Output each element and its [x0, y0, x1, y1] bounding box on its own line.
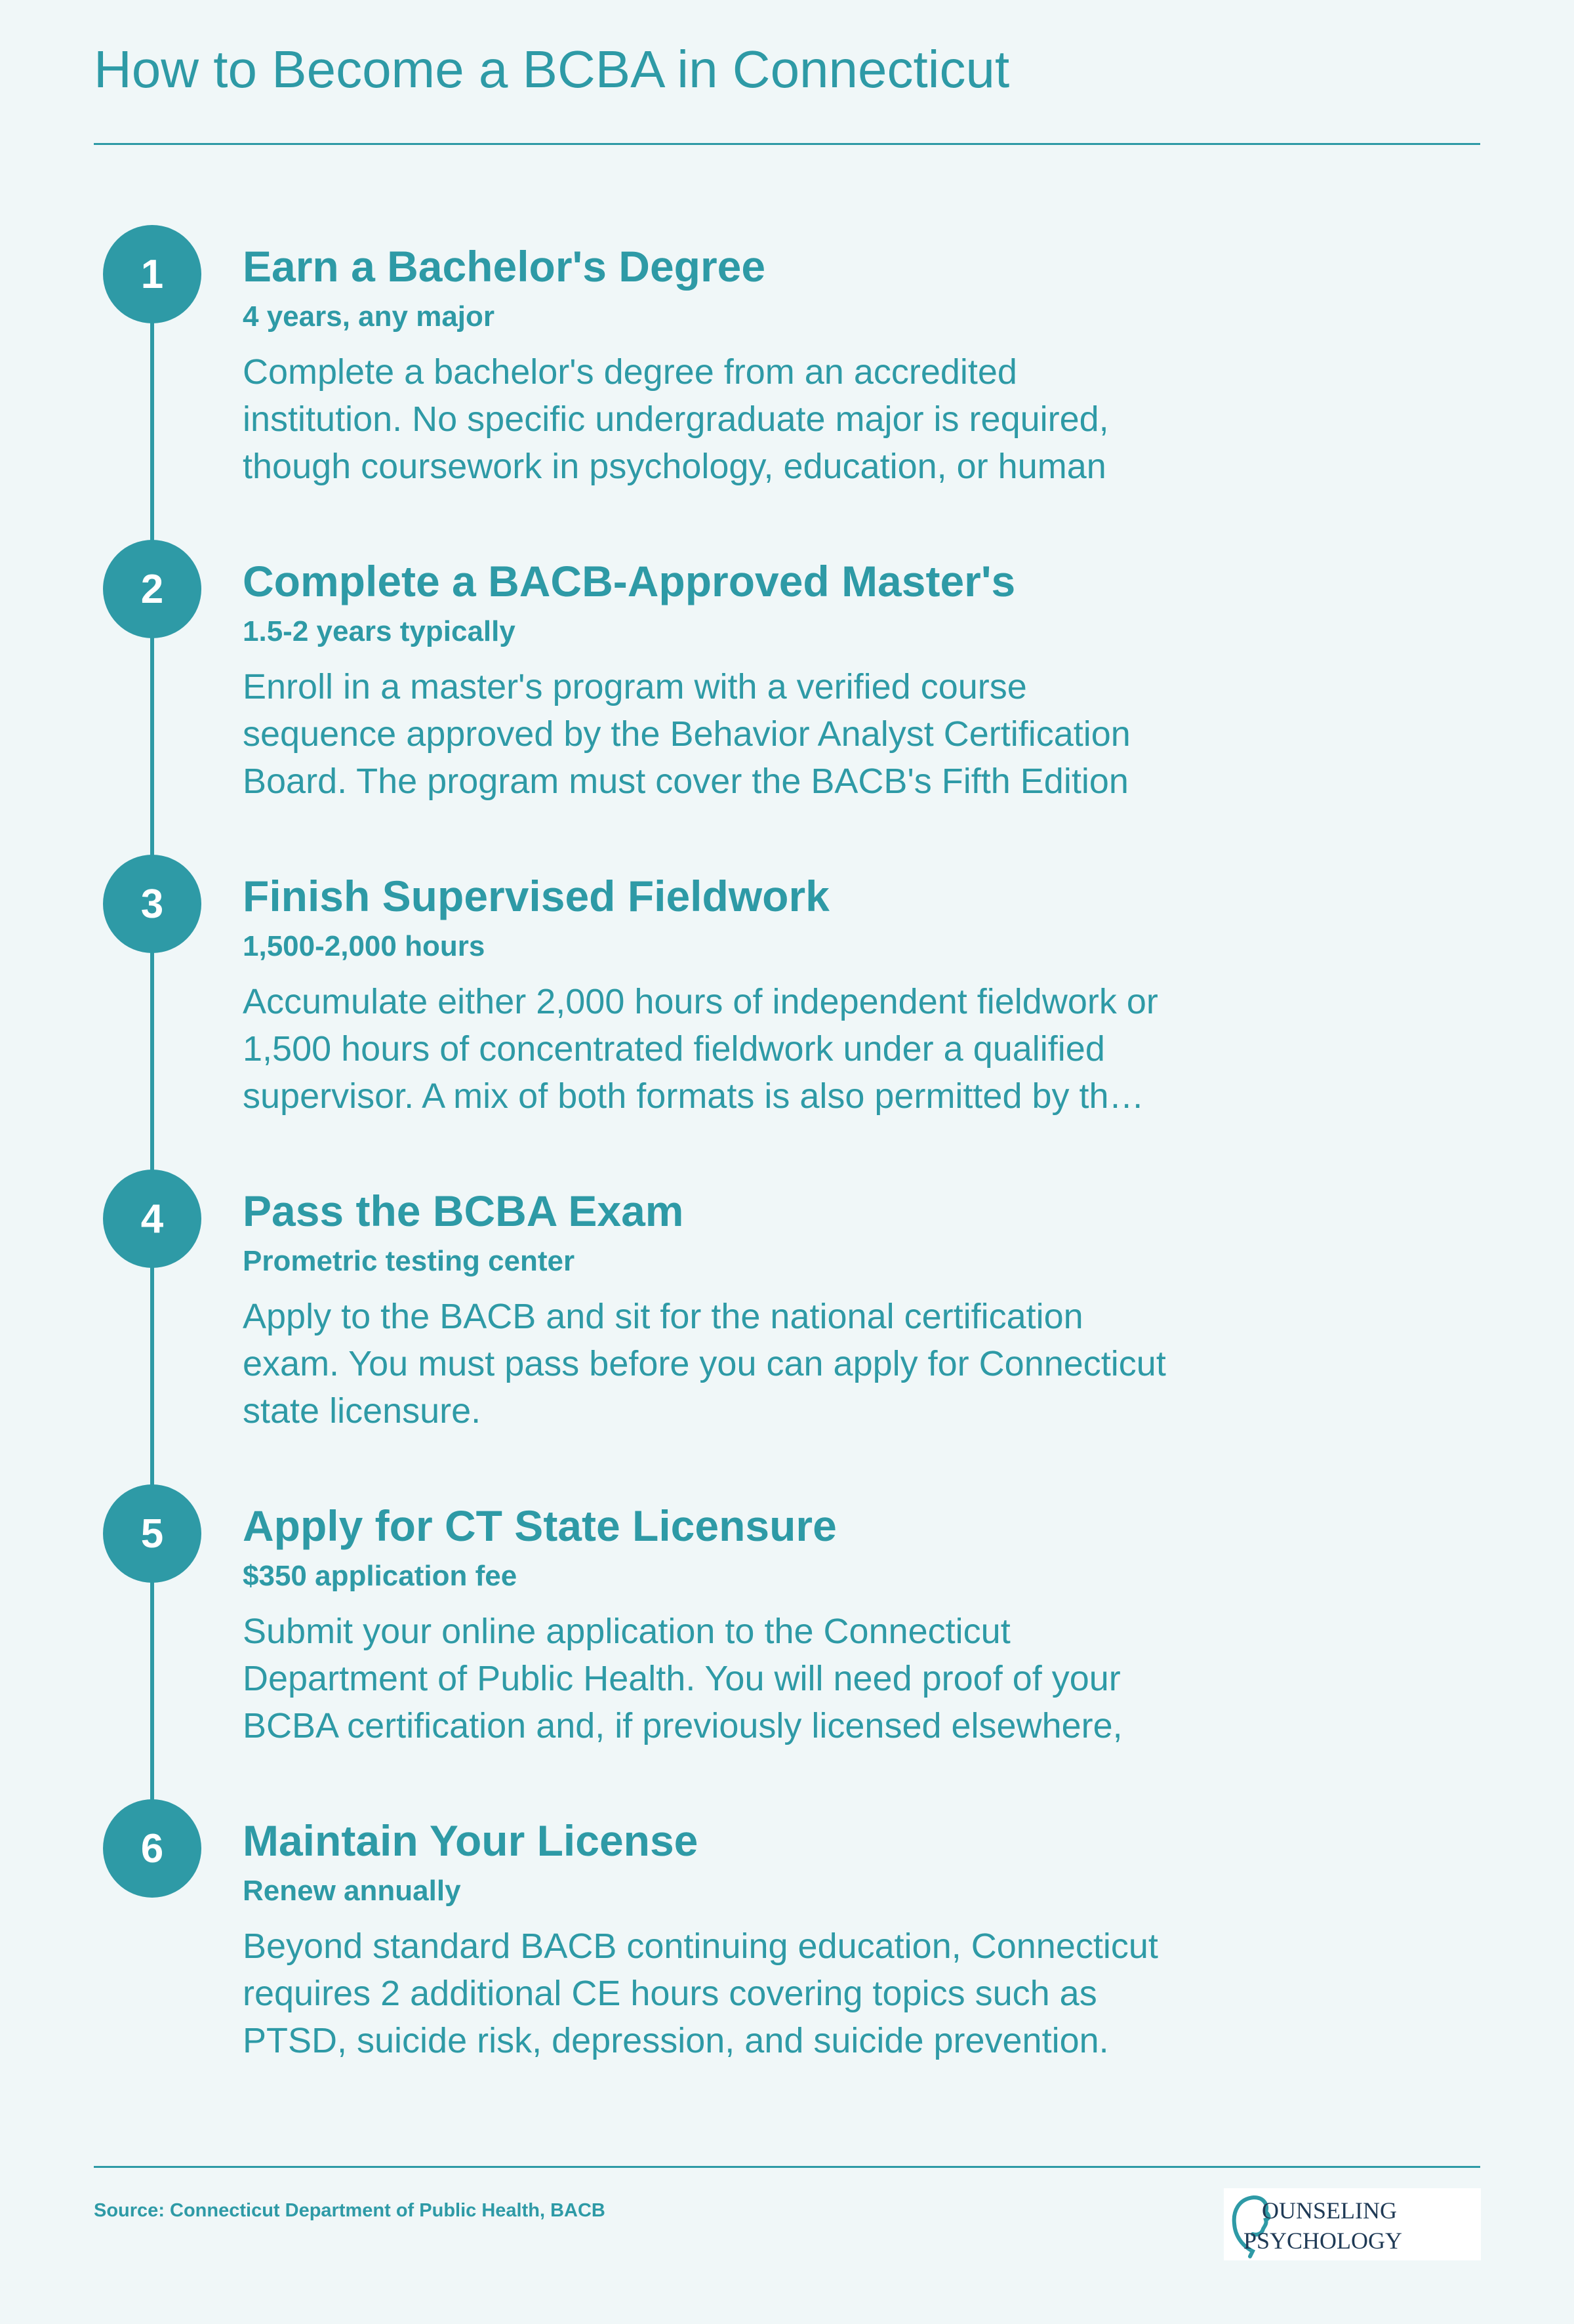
step-description-line: requires 2 additional CE hours covering topics such as [243, 1974, 1097, 2013]
step-number-badge: 2 [103, 540, 201, 638]
logo-graphic [1224, 2188, 1481, 2260]
step-description-line: 1,500 hours of concentrated fieldwork under a qualified [243, 1029, 1105, 1069]
step-number-badge: 5 [103, 1484, 201, 1583]
step-subtitle: 4 years, any major [243, 300, 495, 333]
step-description-line: BCBA certification and, if previously licensed elsewhere, [243, 1706, 1123, 1745]
step-description-line: supervisor. A mix of both formats is also permitted by th… [243, 1076, 1144, 1116]
header-divider [94, 143, 1480, 145]
step-1 [0, 225, 1574, 514]
step-title: Complete a BACB-Approved Master's [243, 557, 1016, 605]
step-2 [0, 540, 1574, 828]
step-description [243, 1293, 1226, 1435]
step-description-line: Board. The program must cover the BACB's Fifth Edition [243, 762, 1129, 801]
step-title: Finish Supervised Fieldwork [243, 872, 830, 920]
step-description [243, 1608, 1226, 1749]
step-title: Maintain Your License [243, 1816, 698, 1865]
step-description-line: institution. No specific undergraduate major is required, [243, 399, 1109, 439]
step-6 [0, 1799, 1574, 2088]
logo-line-1: OUNSELING [1262, 2197, 1397, 2224]
source-note: Source: Connecticut Department of Public Health, BACB [94, 2200, 605, 2221]
step-number-badge: 6 [103, 1799, 201, 1898]
step-number-badge: 1 [103, 225, 201, 323]
step-number-badge: 4 [103, 1170, 201, 1268]
step-description-line: exam. You must pass before you can apply for Connecticut [243, 1344, 1166, 1383]
step-description [243, 663, 1226, 805]
step-description [243, 348, 1226, 490]
step-description-line: Beyond standard BACB continuing education, Connecticut [243, 1926, 1158, 1966]
step-subtitle: 1.5-2 years typically [243, 615, 515, 647]
step-description-line: Submit your online application to the Connecticut [243, 1612, 1011, 1651]
step-number-badge: 3 [103, 855, 201, 953]
step-title: Earn a Bachelor's Degree [243, 242, 766, 291]
step-description-line: state licensure. [243, 1391, 481, 1431]
counseling-psychology-logo [1224, 2188, 1481, 2260]
step-subtitle: $350 application fee [243, 1560, 517, 1592]
step-title: Apply for CT State Licensure [243, 1501, 837, 1550]
step-3 [0, 855, 1574, 1143]
step-subtitle: Renew annually [243, 1875, 461, 1907]
step-title: Pass the BCBA Exam [243, 1187, 684, 1235]
step-description-line: Enroll in a master's program with a verified course [243, 667, 1027, 706]
step-subtitle: 1,500-2,000 hours [243, 930, 485, 962]
step-description-line: sequence approved by the Behavior Analyst Certification [243, 714, 1131, 754]
logo-line-2: PSYCHOLOGY [1243, 2228, 1403, 2254]
step-subtitle: Prometric testing center [243, 1245, 575, 1277]
step-5 [0, 1484, 1574, 1773]
step-4 [0, 1170, 1574, 1458]
step-description-line: Apply to the BACB and sit for the national certification [243, 1297, 1083, 1336]
step-description-line: Accumulate either 2,000 hours of independent fieldwork or [243, 982, 1158, 1021]
page-title: How to Become a BCBA in Connecticut [94, 40, 1010, 98]
step-description-line: PTSD, suicide risk, depression, and suicide prevention. [243, 2021, 1109, 2060]
footer-divider [94, 2166, 1480, 2168]
step-description-line: though coursework in psychology, education, or human [243, 447, 1106, 486]
step-description [243, 1923, 1226, 2064]
step-description-line: Complete a bachelor's degree from an accredited [243, 352, 1017, 392]
step-description-line: Department of Public Health. You will need proof of your [243, 1659, 1121, 1698]
step-description [243, 978, 1226, 1120]
